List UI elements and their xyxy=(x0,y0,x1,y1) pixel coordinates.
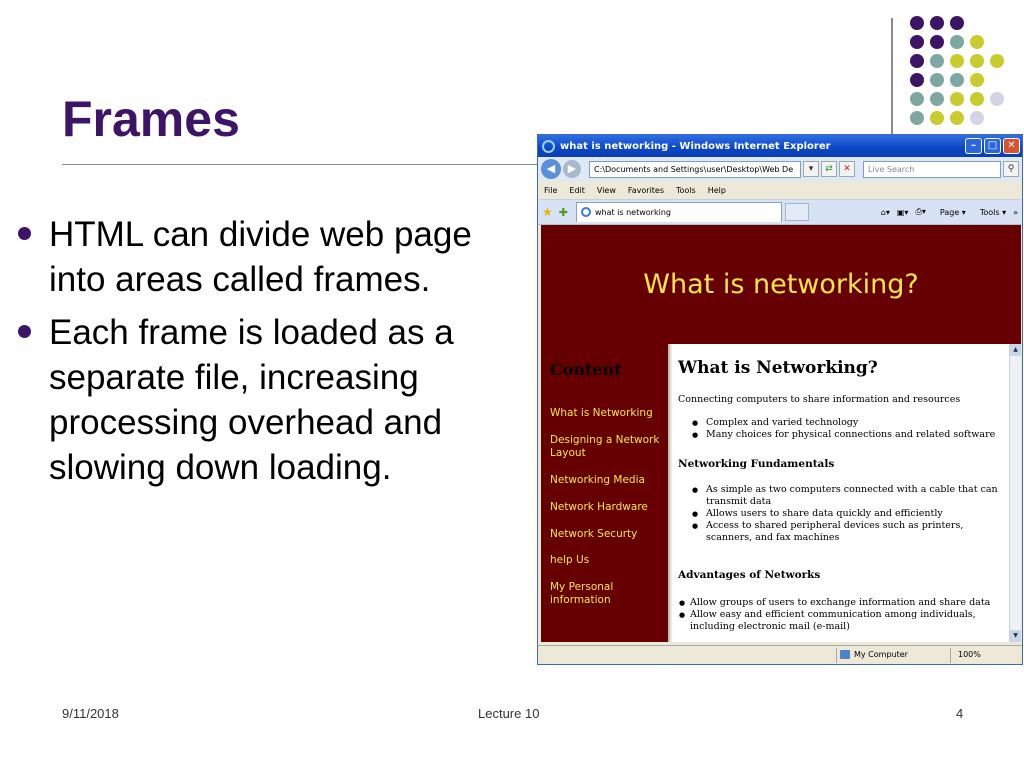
decor-dot xyxy=(930,35,944,49)
decorative-dot-grid xyxy=(906,16,1024,136)
page-menu-label: Page xyxy=(939,207,960,217)
decor-dot xyxy=(970,73,984,87)
browser-titlebar xyxy=(538,135,1022,157)
list-item: ● Allow groups of users to exchange information and share data xyxy=(678,597,1003,609)
decor-dot xyxy=(910,35,924,49)
main-frame xyxy=(672,344,1009,642)
bullet-dot-icon xyxy=(18,325,31,338)
footer-page-number: 4 xyxy=(956,706,964,721)
refresh-button[interactable]: ⇄ xyxy=(821,161,837,177)
decor-dot xyxy=(910,111,924,125)
left-frame xyxy=(541,344,670,642)
advantages-list xyxy=(678,597,1003,633)
decor-dot xyxy=(970,54,984,68)
page-menu-button[interactable]: Page ▾ xyxy=(939,207,966,217)
ie-logo-icon xyxy=(542,140,555,153)
status-bar xyxy=(538,645,1022,664)
main-frame-scrollbar[interactable] xyxy=(1009,344,1021,642)
slide-bullet-text: HTML can divide web page into areas called frames. xyxy=(49,215,472,299)
scroll-down-icon[interactable]: ▼ xyxy=(1010,630,1021,642)
nav-link-network-security[interactable]: Network Securty xyxy=(550,528,638,540)
close-button[interactable]: ✕ xyxy=(1003,138,1020,154)
list-item: ● Allow easy and efficient communication among individuals, including electronic mail (e-mail) xyxy=(678,609,1003,633)
vertical-divider xyxy=(891,18,893,136)
tab-row xyxy=(538,199,1022,225)
list-item: ● Allows users to share data quickly and efficiently xyxy=(678,508,1003,520)
nav-link-networking-media[interactable]: Networking Media xyxy=(550,474,645,486)
decor-dot xyxy=(930,16,944,30)
slide-bullet xyxy=(18,310,518,490)
content-heading: Content xyxy=(550,360,622,379)
decor-dot xyxy=(930,54,944,68)
stop-button[interactable]: ✕ xyxy=(839,161,855,177)
intro-list xyxy=(678,417,1003,441)
decor-dot xyxy=(930,111,944,125)
decor-dot xyxy=(910,54,924,68)
nav-link-network-hardware[interactable]: Network Hardware xyxy=(550,501,648,513)
browser-window xyxy=(537,134,1023,665)
tab-what-is-networking[interactable] xyxy=(576,202,782,222)
search-input[interactable]: Live Search xyxy=(863,161,1001,178)
slide-bullet xyxy=(18,212,518,302)
nav-link-personal-info[interactable]: My Personal information xyxy=(550,581,614,606)
zoom-level[interactable]: 100% xyxy=(958,650,981,659)
decor-dot xyxy=(970,111,984,125)
footer-date: 9/11/2018 xyxy=(62,706,119,721)
nav-link-what-is-networking[interactable]: What is Networking xyxy=(550,407,653,419)
print-icon[interactable]: ⎙▾ xyxy=(915,207,926,216)
slide-bullet-list xyxy=(18,212,518,498)
bullet-dot-icon xyxy=(18,227,31,240)
advantages-heading: Advantages of Networks xyxy=(678,569,821,581)
new-tab-button[interactable] xyxy=(785,203,809,221)
decor-dot xyxy=(950,73,964,87)
decor-dot xyxy=(930,92,944,106)
address-bar[interactable]: C:\Documents and Settings\user\Desktop\Web De xyxy=(589,161,801,178)
maximize-button[interactable]: □ xyxy=(984,138,1001,154)
decor-dot xyxy=(910,73,924,87)
list-item: ● Complex and varied technology xyxy=(678,417,1003,429)
decor-dot xyxy=(950,35,964,49)
list-item: ● Many choices for physical connections and related software xyxy=(678,429,1003,441)
decor-dot xyxy=(970,35,984,49)
decor-dot xyxy=(950,111,964,125)
fundamentals-heading: Networking Fundamentals xyxy=(678,458,835,470)
decor-dot xyxy=(950,92,964,106)
home-icon[interactable]: ⌂▾ xyxy=(880,207,890,217)
menu-help[interactable]: Help xyxy=(707,185,726,195)
nav-link-help-us[interactable]: help Us xyxy=(550,554,590,566)
command-bar xyxy=(874,207,1022,217)
menu-favorites[interactable]: Favorites xyxy=(627,185,665,195)
top-frame xyxy=(541,225,1021,344)
window-title: what is networking - Windows Internet Explorer xyxy=(560,140,831,152)
decor-dot xyxy=(970,92,984,106)
menu-tools[interactable]: Tools xyxy=(676,185,696,195)
address-toolbar xyxy=(538,157,1022,181)
feeds-icon[interactable]: ▣▾ xyxy=(896,207,909,217)
list-item: ● As simple as two computers connected with a cable that can transmit data xyxy=(678,484,1003,508)
menu-view[interactable]: View xyxy=(596,185,616,195)
main-heading: What is Networking? xyxy=(678,358,878,378)
favorites-star-icon[interactable]: ★ xyxy=(542,205,553,219)
decor-dot xyxy=(910,16,924,30)
list-item: ● Access to shared peripheral devices such as printers, scanners, and fax machines xyxy=(678,520,1003,544)
back-button[interactable]: ◀ xyxy=(541,159,561,179)
fundamentals-list xyxy=(678,484,1003,544)
scroll-up-icon[interactable]: ▲ xyxy=(1010,344,1021,356)
menu-bar xyxy=(538,181,1022,199)
search-icon[interactable]: ⚲ xyxy=(1003,161,1019,177)
status-zone: My Computer xyxy=(840,650,908,659)
menu-file[interactable]: File xyxy=(544,185,558,195)
footer-center: Lecture 10 xyxy=(478,706,540,721)
menu-edit[interactable]: Edit xyxy=(569,185,585,195)
main-intro: Connecting computers to share information and resources xyxy=(678,394,961,405)
decor-dot xyxy=(990,92,1004,106)
tab-label: what is networking xyxy=(594,208,671,217)
decor-dot xyxy=(990,54,1004,68)
tools-menu-button[interactable]: Tools ▾ xyxy=(979,207,1007,217)
decor-dot xyxy=(950,16,964,30)
minimize-button[interactable]: – xyxy=(965,138,982,154)
page-icon xyxy=(581,207,591,217)
slide-bullet-text: Each frame is loaded as a separate file, increasing processing overhead and slowing down loading. xyxy=(49,313,454,487)
chevron-more-icon[interactable]: » xyxy=(1013,207,1018,217)
add-favorite-icon[interactable]: ✚ xyxy=(558,205,568,219)
address-dropdown-icon[interactable]: ▾ xyxy=(803,161,819,177)
decor-dot xyxy=(910,92,924,106)
status-divider xyxy=(950,648,951,663)
status-divider xyxy=(836,648,837,663)
tools-menu-label: Tools xyxy=(979,207,1000,217)
forward-button[interactable]: ▶ xyxy=(563,160,581,178)
decor-dot xyxy=(930,73,944,87)
decor-dot xyxy=(950,54,964,68)
banner-title: What is networking? xyxy=(643,269,919,300)
nav-link-designing-layout[interactable]: Designing a Network Layout xyxy=(550,434,660,459)
slide-title: Frames xyxy=(62,91,240,147)
